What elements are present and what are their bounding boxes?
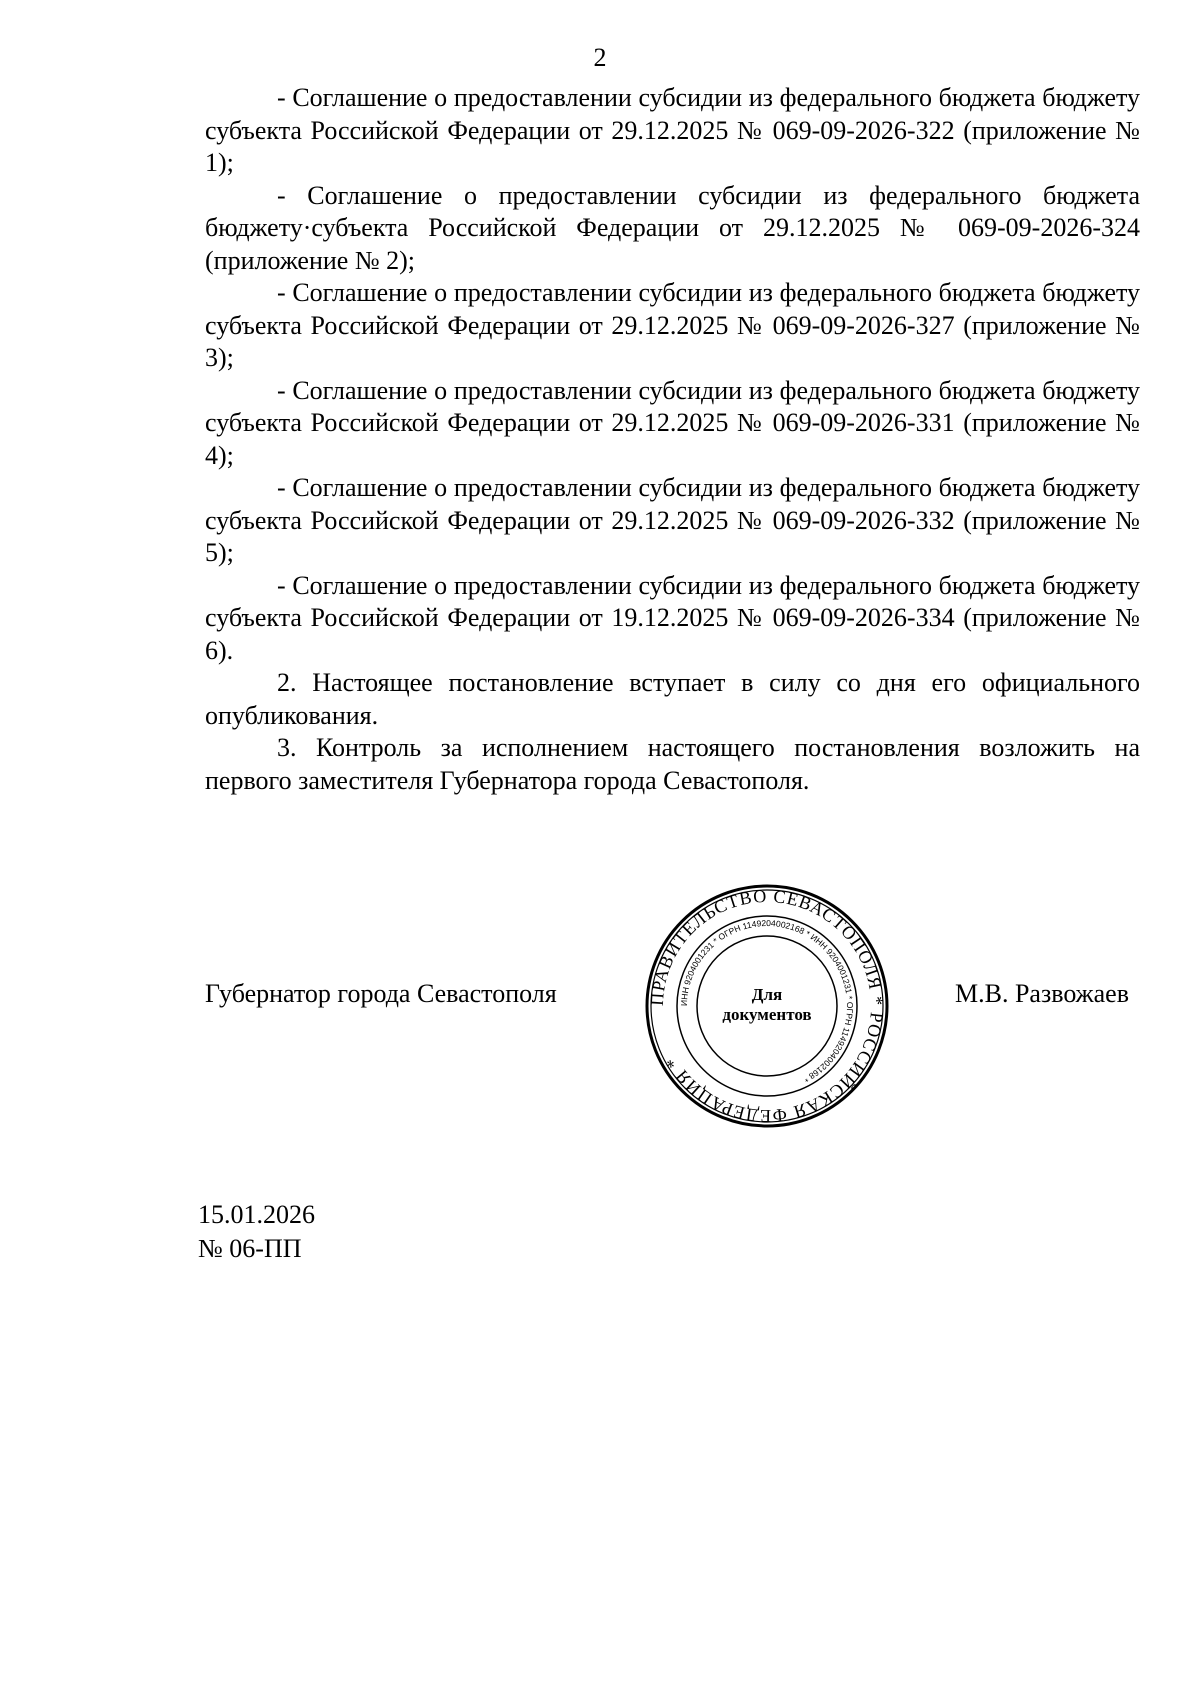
agreement-item-4: - Соглашение о предоставлении субсидии из федерального бюджета бюджету субъекта Российской Федерации от 29.12.2025 № 069-09-2026-331 (приложение № 4);: [205, 375, 1140, 470]
document-body: [205, 82, 1140, 797]
document-number: № 06-ПП: [198, 1234, 302, 1263]
agreement-item-2: - Соглашение о предоставлении субсидии из федерального бюджета бюджету·субъекта Российской Федерации от 29.12.2025 № 069-09-2026-324 (приложение № 2);: [205, 180, 1140, 275]
agreement-item-1: - Соглашение о предоставлении субсидии из федерального бюджета бюджету субъекта Российской Федерации от 29.12.2025 № 069-09-2026-322 (приложение № 1);: [205, 83, 1140, 177]
effective-clause: 2. Настоящее постановление вступает в силу со дня его официального опубликования.: [205, 668, 1140, 730]
agreement-item-3: - Соглашение о предоставлении субсидии из федерального бюджета бюджету субъекта Российской Федерации от 29.12.2025 № 069-09-2026-327 (приложение № 3);: [205, 278, 1140, 372]
official-seal: [643, 882, 891, 1130]
control-clause: 3. Контроль за исполнением настоящего постановления возложить на первого заместителя Губернатора города Севастополя.: [205, 733, 1140, 795]
signature-row: [0, 978, 1200, 1018]
agreement-item-5: - Соглашение о предоставлении субсидии из федерального бюджета бюджету субъекта Российской Федерации от 29.12.2025 № 069-09-2026-332 (приложение № 5);: [205, 473, 1140, 567]
seal-outer-text: ПРАВИТЕЛЬСТВО СЕВАСТОПОЛЯ * РОССИЙСКАЯ ФЕДЕРАЦИЯ *: [646, 885, 888, 1127]
signatory-name: М.В. Развожаев: [955, 979, 1130, 1008]
seal-inner-text: ИНН 9204001231 * ОГРН 1149204002168 * ИНН 9204001231 * ОГРН 1149204002168 *: [678, 917, 856, 1085]
document-date-number: [198, 1198, 315, 1266]
page-number: 2: [593, 43, 607, 72]
document-date: 15.01.2026: [198, 1200, 315, 1229]
agreement-item-6: - Соглашение о предоставлении субсидии из федерального бюджета бюджету субъекта Российской Федерации от 19.12.2025 № 069-09-2026-334 (приложение № 6).: [205, 570, 1140, 665]
seal-center-line1: Для: [751, 985, 783, 1004]
signatory-title: Губернатор города Севастополя: [205, 979, 557, 1008]
seal-center-line2: документов: [722, 1005, 812, 1024]
